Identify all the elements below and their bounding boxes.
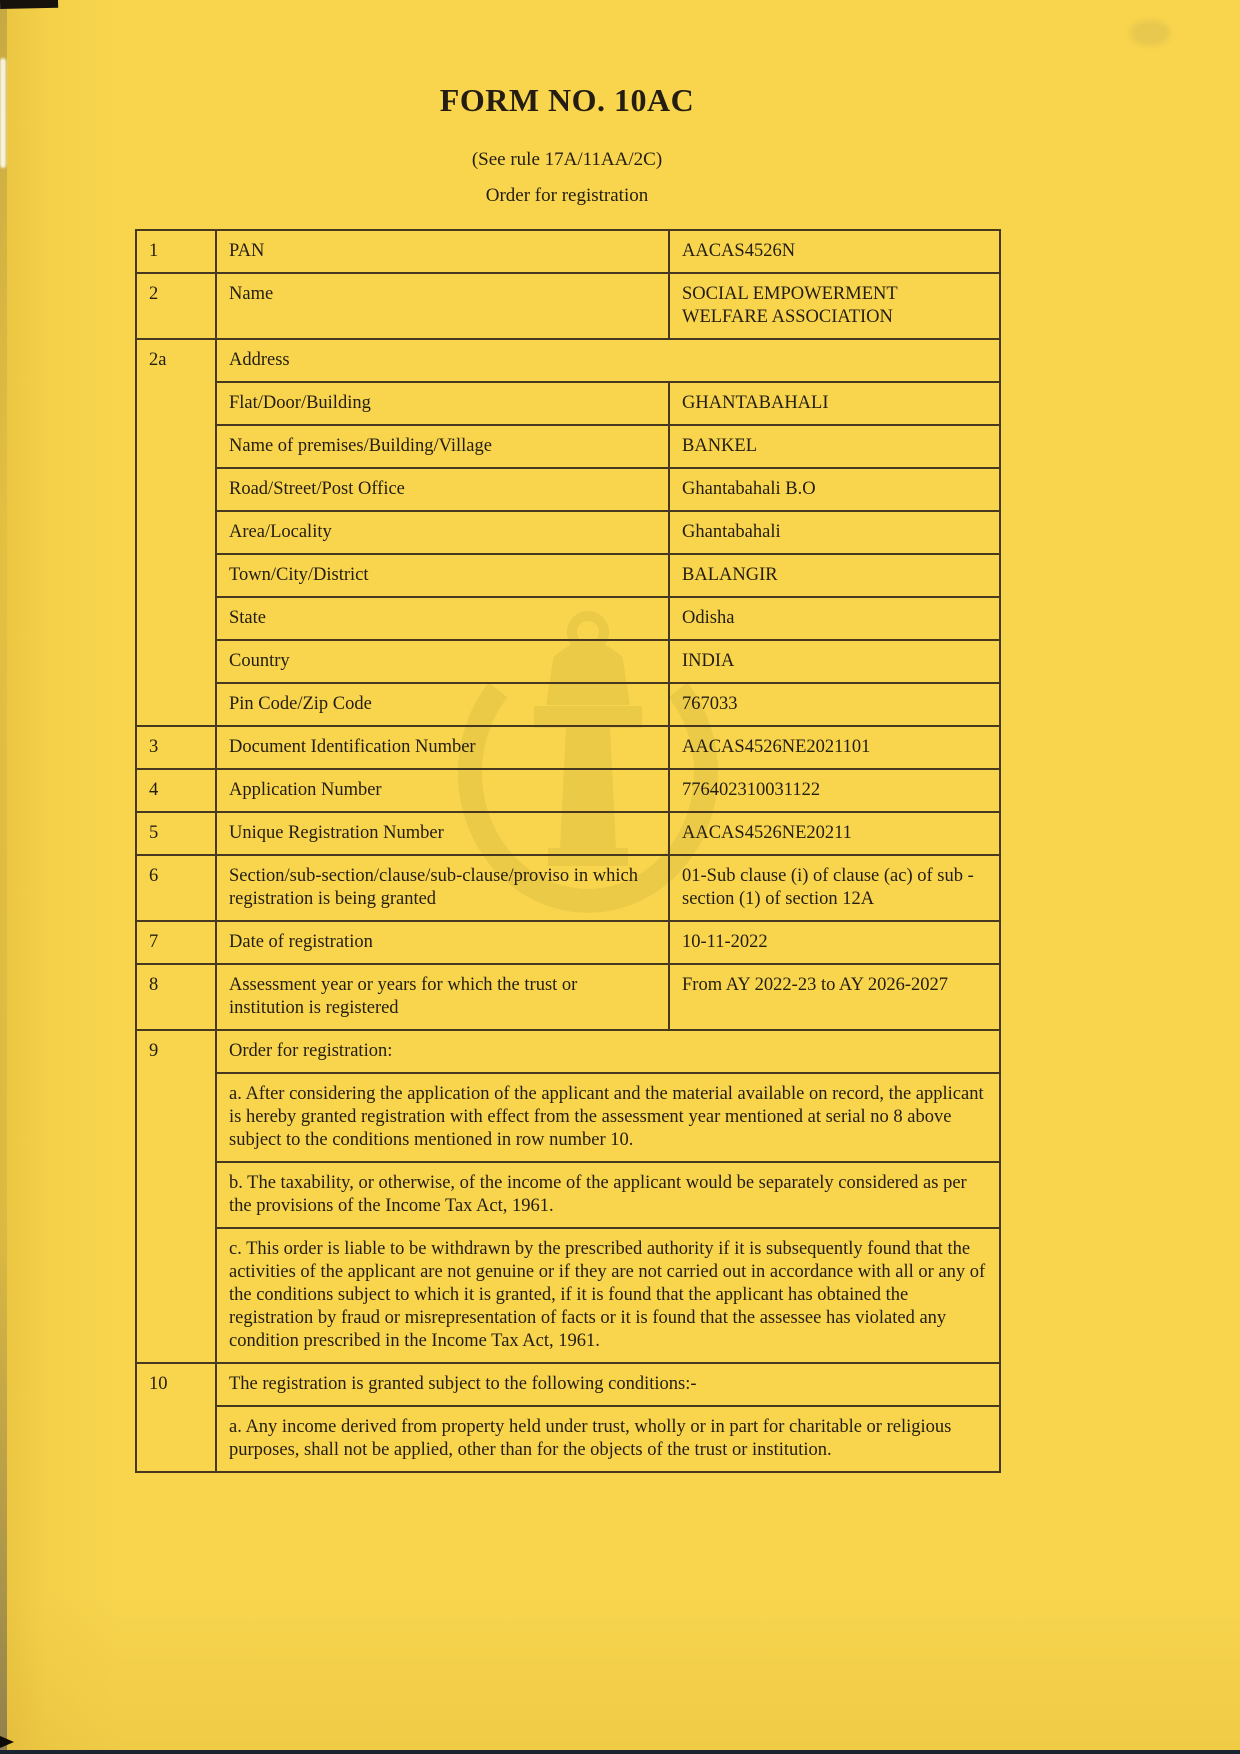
table-row-address-pin (136, 683, 1000, 726)
table-row-conditions-paragraph-a (136, 1406, 1000, 1472)
field-label: Assessment year or years for which the trust or institution is registered (216, 964, 669, 1030)
field-value: Ghantabahali B.O (669, 468, 1000, 511)
section-header: The registration is granted subject to the following conditions:- (216, 1363, 1000, 1406)
form-table (135, 229, 1001, 1473)
order-subtitle: Order for registration (485, 185, 649, 206)
table-row-application-number (136, 769, 1000, 812)
field-value: Ghantabahali (669, 511, 1000, 554)
field-value: 10-11-2022 (669, 921, 1000, 964)
section-header: Address (216, 339, 1000, 382)
table-row-address-town (136, 554, 1000, 597)
scan-artifact-bottom-left-mark (0, 1736, 14, 1748)
section-header: Order for registration: (216, 1030, 1000, 1073)
field-label: PAN (216, 230, 669, 273)
field-value: GHANTABAHALI (669, 382, 1000, 425)
table-row-address-state (136, 597, 1000, 640)
field-label: Date of registration (216, 921, 669, 964)
row-number: 6 (136, 855, 216, 921)
field-label: Road/Street/Post Office (216, 468, 669, 511)
field-label: Unique Registration Number (216, 812, 669, 855)
table-row-address-country (136, 640, 1000, 683)
field-label: Name (216, 273, 669, 339)
condition-paragraph: a. After considering the application of the applicant and the material available on record, the applicant is hereby granted registration with effect from the assessment year mentioned at serial no 8 above subject to the conditions mentioned in row number 10. (216, 1073, 1000, 1162)
field-label: State (216, 597, 669, 640)
page-left-edge-shadow (0, 0, 7, 1754)
field-value: From AY 2022-23 to AY 2026-2027 (669, 964, 1000, 1030)
field-label: Document Identification Number (216, 726, 669, 769)
field-value: 776402310031122 (669, 769, 1000, 812)
row-number: 1 (136, 230, 216, 273)
field-value: AACAS4526N (669, 230, 1000, 273)
table-row-address-header (136, 339, 1000, 382)
table-row-pan (136, 230, 1000, 273)
table-row-registration-date (136, 921, 1000, 964)
field-value: AACAS4526NE2021101 (669, 726, 1000, 769)
table-row-din (136, 726, 1000, 769)
condition-paragraph: c. This order is liable to be withdrawn by the prescribed authority if it is subsequently found that the activities of the applicant are not genuine or if they are not carried out in accordance with all or any of the conditions subject to which it is granted, if it is found that the applicant has obtained the registration by fraud or misrepresentation of facts or it is found that the assessee has violated any condition prescribed in the Income Tax Act, 1961. (216, 1228, 1000, 1363)
table-row-address-road (136, 468, 1000, 511)
form-content (135, 0, 999, 1473)
row-number: 10 (136, 1363, 216, 1472)
field-label: Area/Locality (216, 511, 669, 554)
field-label: Name of premises/Building/Village (216, 425, 669, 468)
field-label: Pin Code/Zip Code (216, 683, 669, 726)
field-value: INDIA (669, 640, 1000, 683)
field-value: 767033 (669, 683, 1000, 726)
table-row-order-paragraph-c (136, 1228, 1000, 1363)
field-value: BALANGIR (669, 554, 1000, 597)
field-label: Country (216, 640, 669, 683)
scan-artifact-left-sliver (0, 58, 6, 168)
table-row-urn (136, 812, 1000, 855)
table-row-conditions-header (136, 1363, 1000, 1406)
row-number: 3 (136, 726, 216, 769)
condition-paragraph: b. The taxability, or otherwise, of the income of the applicant would be separately considered as per the provisions of the Income Tax Act, 1961. (216, 1162, 1000, 1228)
field-value: 01-Sub clause (i) of clause (ac) of sub -section (1) of section 12A (669, 855, 1000, 921)
field-label: Town/City/District (216, 554, 669, 597)
row-number: 2a (136, 339, 216, 726)
table-row-order-paragraph-b (136, 1162, 1000, 1228)
field-label: Flat/Door/Building (216, 382, 669, 425)
field-value: AACAS4526NE20211 (669, 812, 1000, 855)
table-row-order-paragraph-a (136, 1073, 1000, 1162)
condition-paragraph: a. Any income derived from property held under trust, wholly or in part for charitable or religious purposes, shall not be applied, other than for the objects of the trust or institution. (216, 1406, 1000, 1472)
row-number: 2 (136, 273, 216, 339)
scan-artifact-smudge (1130, 20, 1170, 46)
table-row-address-premises (136, 425, 1000, 468)
row-number: 8 (136, 964, 216, 1030)
field-label: Section/sub-section/clause/sub-clause/proviso in which registration is being granted (216, 855, 669, 921)
field-value: Odisha (669, 597, 1000, 640)
field-label: Application Number (216, 769, 669, 812)
row-number: 4 (136, 769, 216, 812)
field-value: BANKEL (669, 425, 1000, 468)
table-row-order-header (136, 1030, 1000, 1073)
scan-artifact-bottom-edge (0, 1750, 1240, 1754)
row-number: 5 (136, 812, 216, 855)
field-value: SOCIAL EMPOWERMENT WELFARE ASSOCIATION (669, 273, 1000, 339)
table-row-address-flat (136, 382, 1000, 425)
table-row-address-area (136, 511, 1000, 554)
table-row-assessment-years (136, 964, 1000, 1030)
table-row-name (136, 273, 1000, 339)
table-row-section (136, 855, 1000, 921)
scan-artifact-top-left (0, 0, 58, 9)
form-title: FORM NO. 10AC (439, 82, 695, 118)
rule-reference: (See rule 17A/11AA/2C) (471, 149, 663, 170)
row-number: 9 (136, 1030, 216, 1363)
row-number: 7 (136, 921, 216, 964)
